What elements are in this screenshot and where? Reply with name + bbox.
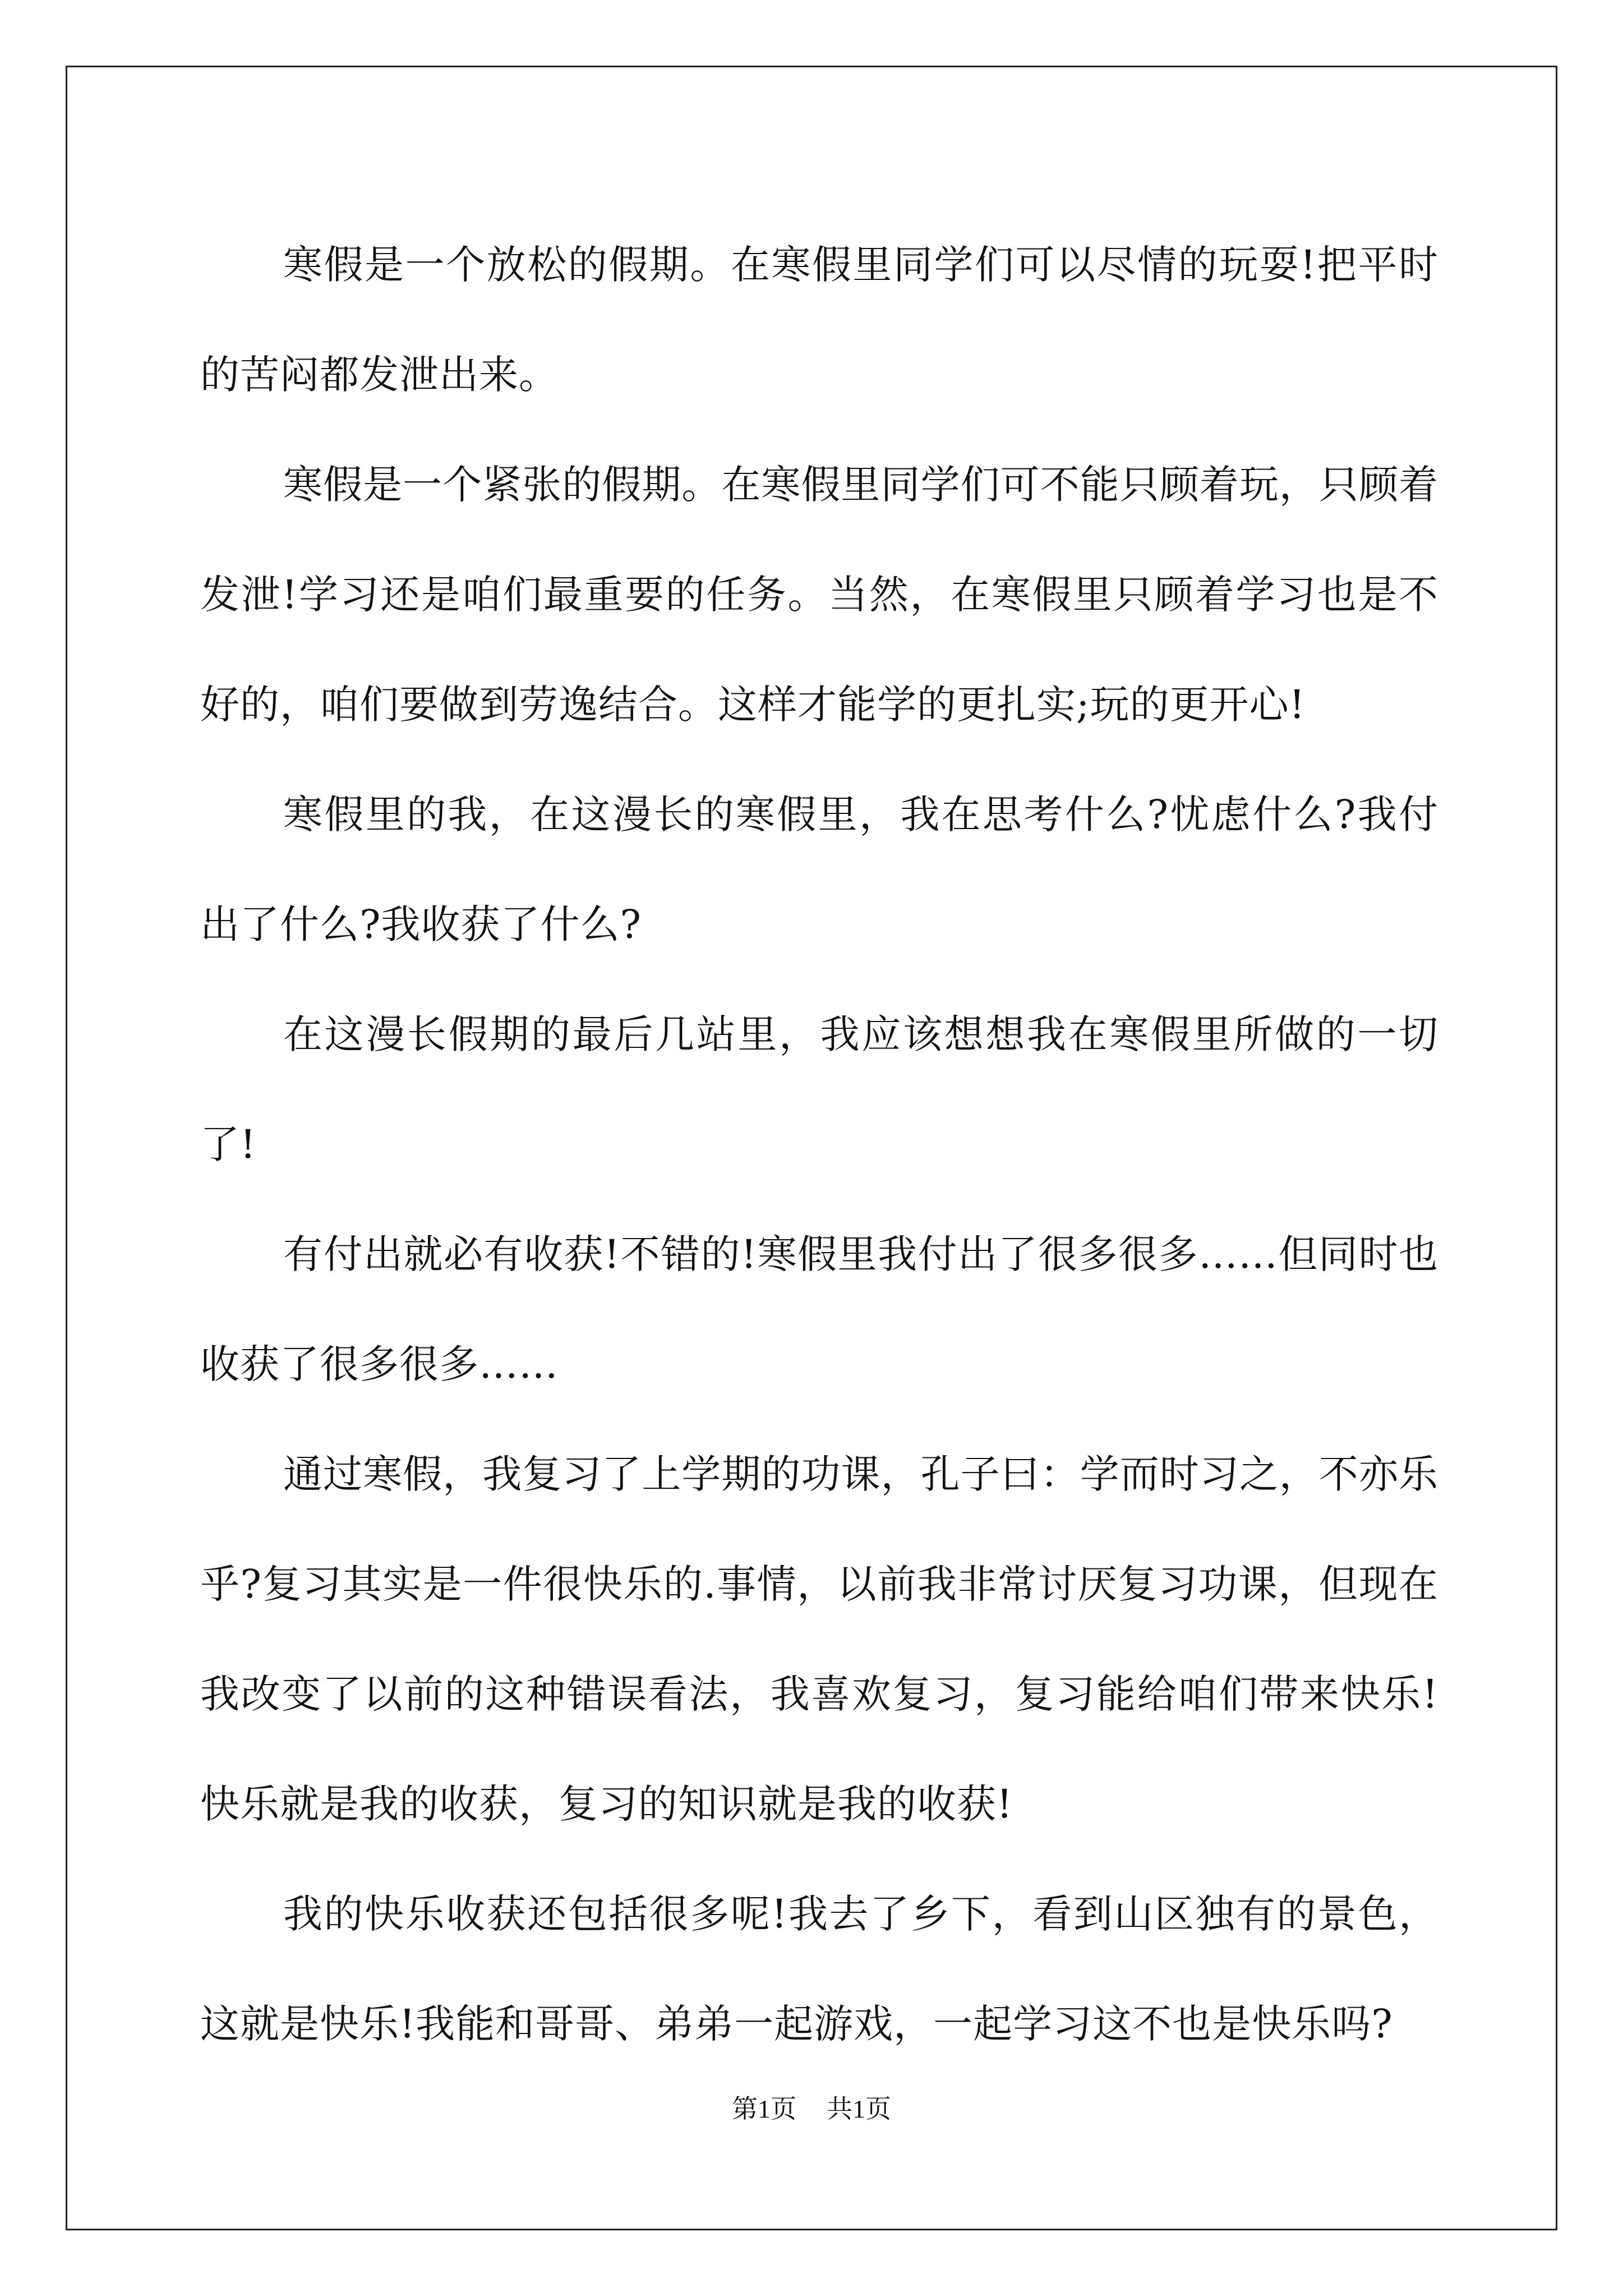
paragraph: 在这漫长假期的最后几站里，我应该想想我在寒假里所做的一切了! [200, 1011, 1438, 1167]
page-footer [0, 2092, 1623, 2126]
paragraph: 我的快乐收获还包括很多呢!我去了乡下，看到山区独有的景色，这就是快乐!我能和哥哥、弟弟一起游戏，一起学习这不也是快乐吗? [200, 1891, 1438, 2047]
paragraph: 通过寒假，我复习了上学期的功课，孔子曰：学而时习之，不亦乐乎?复习其实是一件很快乐的.事情，以前我非常讨厌复习功课，但现在我改变了以前的这种错误看法，我喜欢复习，复习能给咱们带来快乐!快乐就是我的收获，复习的知识就是我的收获! [200, 1451, 1438, 1827]
paragraph: 寒假里的我，在这漫长的寒假里，我在思考什么?忧虑什么?我付出了什么?我收获了什么? [200, 792, 1438, 947]
page-number-current: 第1页 [732, 2095, 796, 2123]
paragraph: 寒假是一个放松的假期。在寒假里同学们可以尽情的玩耍!把平时的苦闷都发泄出来。 [200, 242, 1438, 398]
document-body [200, 210, 1438, 2079]
paragraph: 寒假是一个紧张的假期。在寒假里同学们可不能只顾着玩，只顾着发泄!学习还是咱们最重要的任务。当然，在寒假里只顾着学习也是不好的，咱们要做到劳逸结合。这样才能学的更扎实;玩的更开心! [200, 462, 1438, 728]
page-number-total: 共1页 [827, 2095, 891, 2123]
paragraph: 有付出就必有收获!不错的!寒假里我付出了很多很多……但同时也收获了很多很多…… [200, 1231, 1438, 1387]
